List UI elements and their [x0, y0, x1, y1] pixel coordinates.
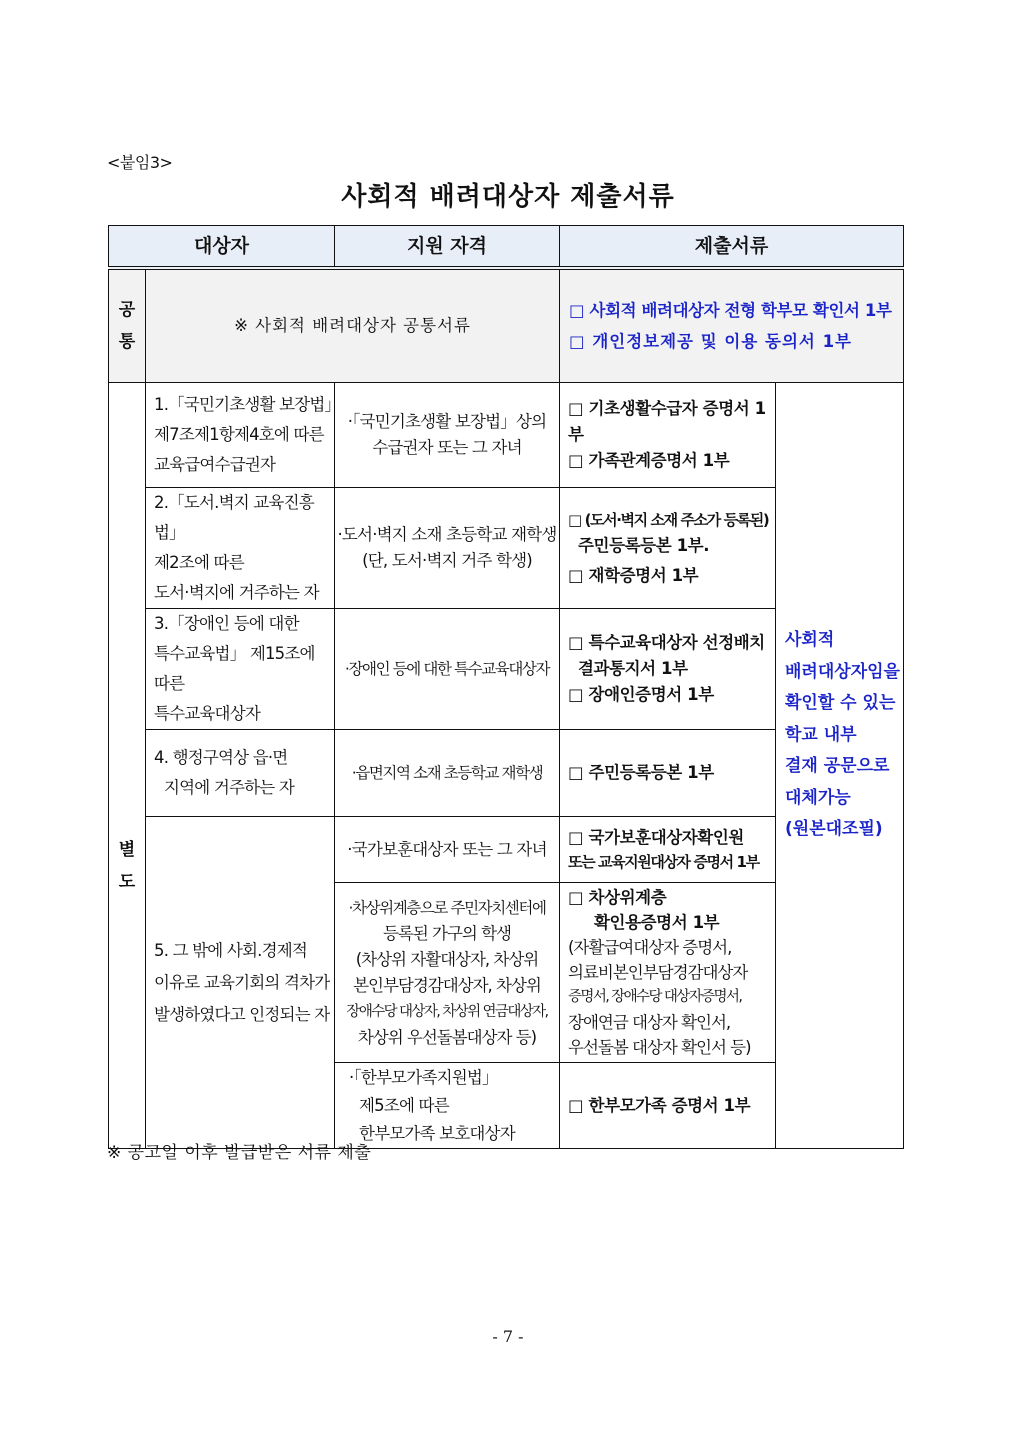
documents-cell: □ (도서·벽지 소재 주소가 등록된) 주민등록등본 1부. □ 재학증명서 1부	[560, 488, 776, 609]
page-title: 사회적 배려대상자 제출서류	[341, 182, 675, 212]
note-column: 사회적 배려대상자임을 확인할 수 있는 학교 내부 결재 공문으로 대체가능 (원본대조필)	[776, 383, 904, 1149]
qualification-cell: ·장애인 등에 대한 특수교육대상자	[335, 609, 560, 730]
documents-cell: □ 한부모가족 증명서 1부	[560, 1063, 776, 1149]
target-cell: 1.「국민기초생활 보장법」 제7조제1항제4호에 따른 교육급여수급권자	[146, 383, 335, 488]
documents-table	[108, 225, 904, 1149]
common-side-label: 공 통	[109, 268, 146, 383]
target-cell: 4. 행정구역상 읍·면 지역에 거주하는 자	[146, 730, 335, 817]
special-side-label: 별 도	[109, 383, 146, 1149]
qualification-cell: ·읍면지역 소재 초등학교 재학생	[335, 730, 560, 817]
documents-cell: □ 특수교육대상자 선정배치 결과통지서 1부 □ 장애인증명서 1부	[560, 609, 776, 730]
target-cell: 5. 그 밖에 사회.경제적 이유로 교육기회의 격차가 발생하였다고 인정되는 자	[146, 817, 335, 1149]
qualification-cell: ·「국민기초생활 보장법」상의 수급권자 또는 그 자녀	[335, 383, 560, 488]
header-documents: 제출서류	[560, 226, 904, 269]
table-row-common	[109, 268, 904, 383]
table-row	[109, 383, 904, 488]
target-cell: 2.「도서.벽지 교육진흥법」 제2조에 따른 도서·벽지에 거주하는 자	[146, 488, 335, 609]
footnote: ※ 공고일 이후 발급받은 서류 제출	[107, 1143, 372, 1163]
documents-cell: □ 주민등록등본 1부	[560, 730, 776, 817]
documents-cell: □ 차상위계층 확인용증명서 1부 (자활급여대상자 증명서, 의료비본인부담경감대상자 증명서, 장애수당 대상자증명서, 장애연금 대상자 확인서, 우선돌봄 대상자 확인서 등)	[560, 883, 776, 1063]
page-number: - 7 -	[492, 1327, 524, 1346]
attachment-label: <붙임3>	[107, 153, 173, 172]
qualification-cell: ·국가보훈대상자 또는 그 자녀	[335, 817, 560, 883]
qualification-cell: ·차상위계층으로 주민자치센터에 등록된 가구의 학생 (차상위 자활대상자, 차상위 본인부담경감대상자, 차상위 장애수당 대상자, 차상위 연금대상자, 차상위 우선돌봄대상자 등)	[335, 883, 560, 1063]
documents-cell: □ 기초생활수급자 증명서 1부 □ 가족관계증명서 1부	[560, 383, 776, 488]
header-target: 대상자	[109, 226, 335, 269]
header-qualification: 지원 자격	[335, 226, 560, 269]
qualification-cell: ·「한부모가족지원법」 제5조에 따른 한부모가족 보호대상자	[335, 1063, 560, 1149]
common-documents: □ 사회적 배려대상자 전형 학부모 확인서 1부 □ 개인정보제공 및 이용 동의서 1부	[560, 268, 904, 383]
common-description: ※ 사회적 배려대상자 공통서류	[146, 268, 560, 383]
table-header-row	[109, 226, 904, 269]
documents-cell: □ 국가보훈대상자확인원 또는 교육지원대상자 증명서 1부	[560, 817, 776, 883]
target-cell: 3.「장애인 등에 대한 특수교육법」 제15조에 따른 특수교육대상자	[146, 609, 335, 730]
qualification-cell: ·도서·벽지 소재 초등학교 재학생 (단, 도서·벽지 거주 학생)	[335, 488, 560, 609]
